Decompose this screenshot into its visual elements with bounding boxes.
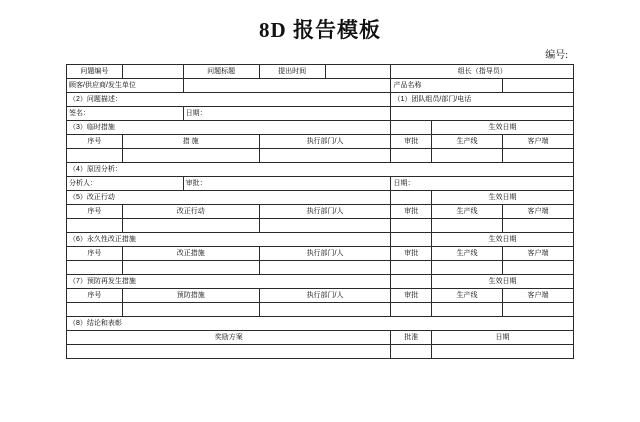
- eight-d-form-table: [66, 64, 574, 359]
- section-1-label: （1）团队组员/部门/电话: [391, 93, 574, 107]
- table-row-section5-columns: [67, 205, 574, 219]
- section-3-effective-date: 生效日期: [432, 121, 574, 135]
- cell-customer-value[interactable]: [183, 79, 391, 93]
- section-7-col-measure: 预防措施: [122, 289, 259, 303]
- section-6-cell-measure[interactable]: [122, 261, 259, 275]
- table-row-section8-columns: [67, 331, 574, 345]
- section-8-cell-reward[interactable]: [67, 345, 391, 359]
- section-5-label: （5）改正行动: [67, 191, 391, 205]
- section-5-effective-date: 生效日期: [432, 191, 574, 205]
- section-1-value[interactable]: [391, 107, 574, 121]
- document-number-label: 编号:: [545, 50, 568, 61]
- section-8-cell-approve[interactable]: [391, 345, 432, 359]
- cell-submit-time-value[interactable]: [325, 65, 391, 79]
- section-5-cell-no[interactable]: [67, 219, 123, 233]
- section-5-cell-line[interactable]: [432, 219, 503, 233]
- section-8-col-reward: 奖励方案: [67, 331, 391, 345]
- section-5-gap: [391, 191, 432, 205]
- table-row-section3-entry[interactable]: [67, 149, 574, 163]
- section-7-cell-no[interactable]: [67, 303, 123, 317]
- section-6-cell-line[interactable]: [432, 261, 503, 275]
- section-6-col-no: 序号: [67, 247, 123, 261]
- section-3-cell-customer[interactable]: [502, 149, 573, 163]
- section-7-col-line: 生产线: [432, 289, 503, 303]
- section-3-col-approve: 审批: [391, 135, 432, 149]
- section-6-cell-customer[interactable]: [502, 261, 573, 275]
- section-3-col-dept: 执行部门/人: [259, 135, 391, 149]
- section-6-col-dept: 执行部门/人: [259, 247, 391, 261]
- table-row-signature: [67, 107, 574, 121]
- table-row-section8-entry[interactable]: [67, 345, 574, 359]
- cell-product-name-value[interactable]: [502, 79, 573, 93]
- cell-product-name-label: 产品名称: [391, 79, 503, 93]
- section-5-col-dept: 执行部门/人: [259, 205, 391, 219]
- section-7-gap: [391, 275, 432, 289]
- section-6-col-customer: 客户端: [502, 247, 573, 261]
- section-7-cell-approve[interactable]: [391, 303, 432, 317]
- section-4-label: （4）原因分析：: [67, 163, 574, 177]
- section-5-col-approve: 审批: [391, 205, 432, 219]
- section-7-cell-measure[interactable]: [122, 303, 259, 317]
- table-row-section5-entry[interactable]: [67, 219, 574, 233]
- section-3-cell-approve[interactable]: [391, 149, 432, 163]
- section-8-col-date: 日期: [432, 331, 574, 345]
- section-6-col-line: 生产线: [432, 247, 503, 261]
- section-6-cell-approve[interactable]: [391, 261, 432, 275]
- section-3-cell-no[interactable]: [67, 149, 123, 163]
- section-3-cell-line[interactable]: [432, 149, 503, 163]
- section-7-effective-date: 生效日期: [432, 275, 574, 289]
- section-3-col-no: 序号: [67, 135, 123, 149]
- section-5-cell-customer[interactable]: [502, 219, 573, 233]
- cell-problem-title-label: 问题标题: [183, 65, 259, 79]
- section-7-cell-customer[interactable]: [502, 303, 573, 317]
- table-row-section3-columns: [67, 135, 574, 149]
- table-row-section3-label: [67, 121, 574, 135]
- section-6-gap: [391, 233, 432, 247]
- section-6-col-measure: 改正措施: [122, 247, 259, 261]
- cell-submit-time-label: 提出时间: [259, 65, 325, 79]
- page-title: 8D 报告模板: [259, 18, 381, 42]
- section-6-cell-dept[interactable]: [259, 261, 391, 275]
- cell-problem-no-value[interactable]: [122, 65, 183, 79]
- table-row-section6-label: [67, 233, 574, 247]
- section-6-label: （6）永久性改正措施: [67, 233, 391, 247]
- table-row-section8-label: [67, 317, 574, 331]
- section-7-cell-line[interactable]: [432, 303, 503, 317]
- section-4-approve-label: 审批：: [183, 177, 391, 191]
- section-5-col-customer: 客户端: [502, 205, 573, 219]
- section-6-col-approve: 审批: [391, 247, 432, 261]
- signature-label: 签名：: [67, 107, 184, 121]
- section-6-effective-date: 生效日期: [432, 233, 574, 247]
- section-8-col-approve: 批准: [391, 331, 432, 345]
- section-5-cell-approve[interactable]: [391, 219, 432, 233]
- section-5-col-line: 生产线: [432, 205, 503, 219]
- section-3-col-line: 生产线: [432, 135, 503, 149]
- table-row-section7-label: [67, 275, 574, 289]
- section-7-col-approve: 审批: [391, 289, 432, 303]
- table-row-customer: [67, 79, 574, 93]
- section-7-col-dept: 执行部门/人: [259, 289, 391, 303]
- section-7-col-no: 序号: [67, 289, 123, 303]
- section-3-col-measure: 措 施: [122, 135, 259, 149]
- section-4-analyst-label: 分析人：: [67, 177, 184, 191]
- section-3-cell-dept[interactable]: [259, 149, 391, 163]
- signature-date-label: 日期：: [183, 107, 391, 121]
- section-2-label: （2）问题描述：: [67, 93, 391, 107]
- cell-problem-no-label: 问题编号: [67, 65, 123, 79]
- section-5-col-action: 改正行动: [122, 205, 259, 219]
- section-3-label: （3）临时措施: [67, 121, 391, 135]
- section-6-cell-no[interactable]: [67, 261, 123, 275]
- section-4-date-label: 日期：: [391, 177, 574, 191]
- section-7-col-customer: 客户端: [502, 289, 573, 303]
- section-8-cell-date[interactable]: [432, 345, 574, 359]
- section-7-label: （7）预防再发生措施: [67, 275, 391, 289]
- table-row-section2-section1: [67, 93, 574, 107]
- cell-team-leader-label: 组长（指导员）: [391, 65, 574, 79]
- section-3-col-customer: 客户端: [502, 135, 573, 149]
- table-row-section6-entry[interactable]: [67, 261, 574, 275]
- section-3-cell-measure[interactable]: [122, 149, 259, 163]
- section-5-cell-action[interactable]: [122, 219, 259, 233]
- section-8-label: （8）结论和表彰: [67, 317, 574, 331]
- table-row-section7-columns: [67, 289, 574, 303]
- cell-customer-label: 顾客/供应商/发生单位: [67, 79, 184, 93]
- section-5-col-no: 序号: [67, 205, 123, 219]
- table-row-section7-entry[interactable]: [67, 303, 574, 317]
- table-row-section4-label: [67, 163, 574, 177]
- section-7-cell-dept[interactable]: [259, 303, 391, 317]
- table-row-header: [67, 65, 574, 79]
- section-5-cell-dept[interactable]: [259, 219, 391, 233]
- table-row-section6-columns: [67, 247, 574, 261]
- table-row-section5-label: [67, 191, 574, 205]
- section-3-gap: [391, 121, 432, 135]
- table-row-section4-fields: [67, 177, 574, 191]
- form-sheet: [66, 64, 574, 359]
